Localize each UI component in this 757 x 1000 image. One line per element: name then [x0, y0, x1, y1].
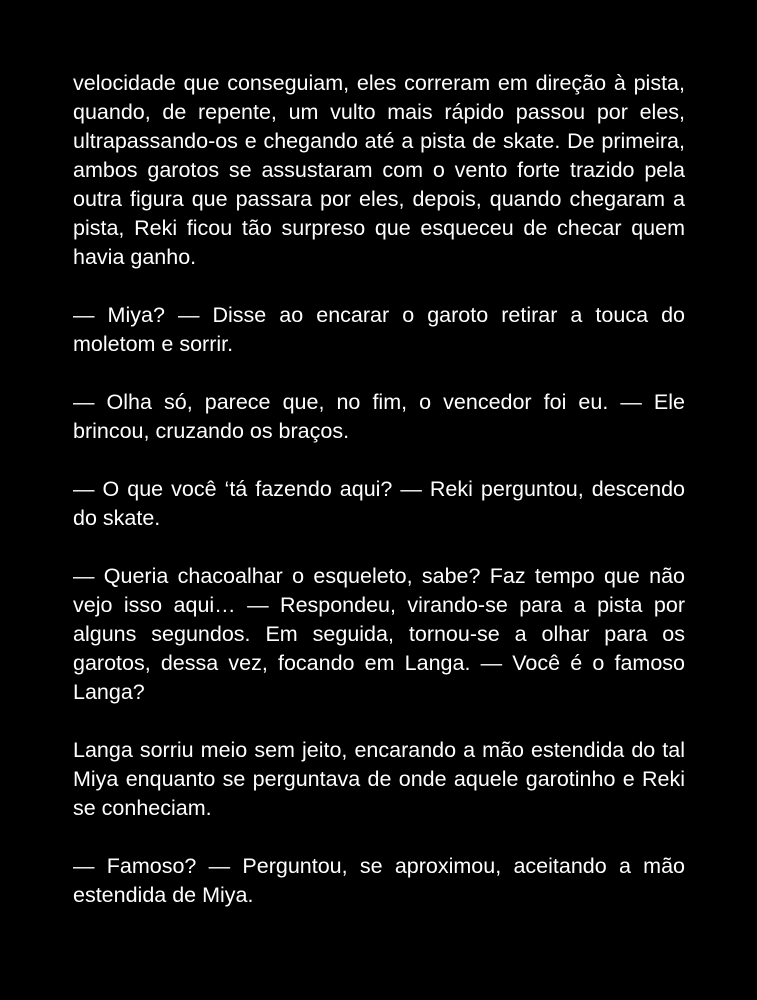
dialogue-paragraph: — O que você ‘tá fazendo aqui? — Reki perguntou, descendo do skate.: [73, 477, 685, 530]
dialogue-paragraph: — Queria chacoalhar o esqueleto, sabe? Faz tempo que não vejo isso aqui… — Respondeu, virando-se para a pista por alguns segundos. Em seguida, tornou-se a olhar para os garotos, dessa vez, focando em Langa. — Você é o famoso Langa?: [73, 564, 685, 704]
story-text-page: [73, 69, 685, 939]
dialogue-paragraph: — Miya? — Disse ao encarar o garoto retirar a touca do moletom e sorrir.: [73, 303, 685, 356]
dialogue-paragraph: — Famoso? — Perguntou, se aproximou, aceitando a mão estendida de Miya.: [73, 854, 685, 907]
narration-paragraph: velocidade que conseguiam, eles correram em direção à pista, quando, de repente, um vulto mais rápido passou por eles, ultrapassando-os e chegando até a pista de skate. De primeira, ambos garotos se assustaram com o vento forte trazido pela outra figura que passara por eles, depois, quando chegaram a pista, Reki ficou tão surpreso que esqueceu de checar quem havia ganho.: [73, 71, 685, 269]
narration-paragraph: Langa sorriu meio sem jeito, encarando a mão estendida do tal Miya enquanto se perguntava de onde aquele garotinho e Reki se conheciam.: [73, 738, 685, 820]
dialogue-paragraph: — Olha só, parece que, no fim, o vencedor foi eu. — Ele brincou, cruzando os braços.: [73, 390, 685, 443]
